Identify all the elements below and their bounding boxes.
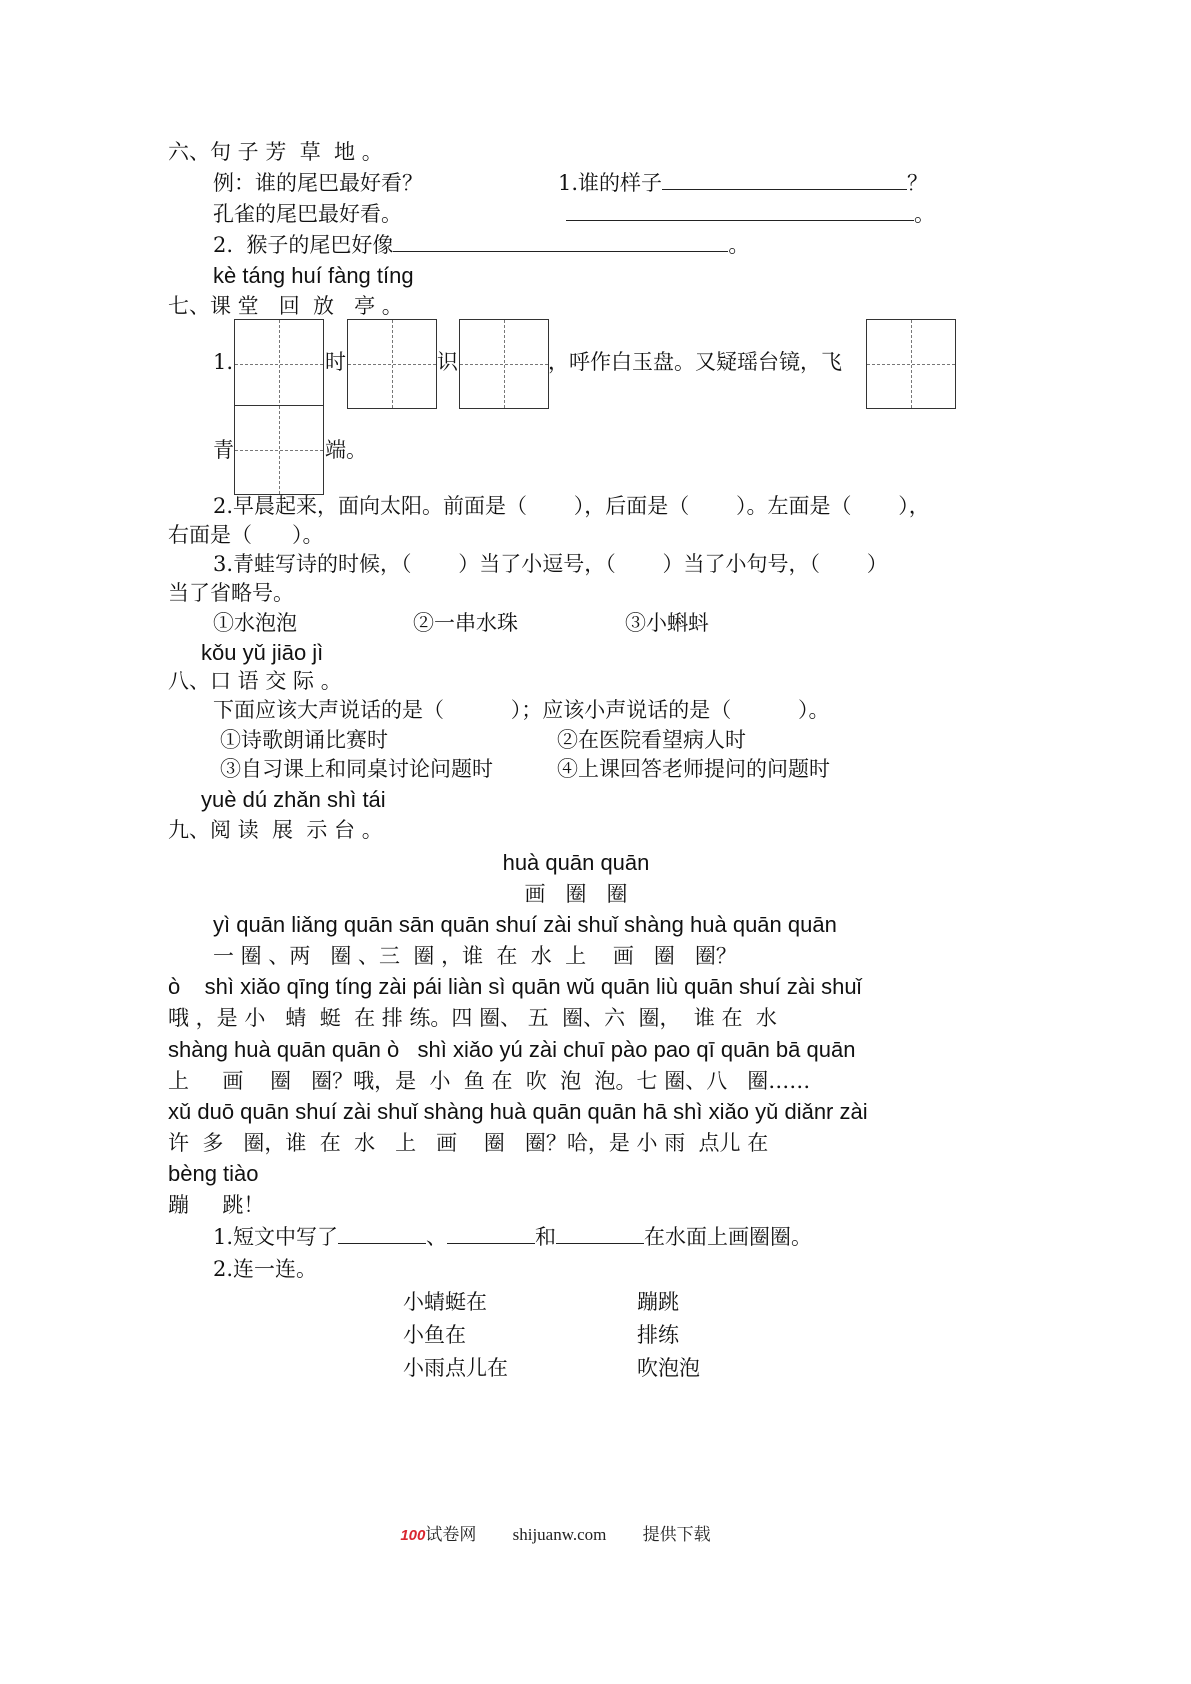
section6-title: 六、句 子 芳 草 地 。 bbox=[168, 140, 383, 164]
section6-example-answer: 孔雀的尾巴最好看。 bbox=[213, 202, 402, 226]
q1-answer-blank-2[interactable] bbox=[566, 200, 914, 221]
section8-option-1: ①诗歌朗诵比赛时 bbox=[220, 728, 388, 752]
section7-title: 七、课 堂 回 放 亭 。 bbox=[168, 294, 403, 318]
tianzige-box-3[interactable] bbox=[459, 319, 549, 409]
story-title-pinyin: huà quān quān bbox=[502, 850, 650, 875]
section7-option-2: ②一串水珠 bbox=[413, 611, 518, 635]
story-text-line-5: 蹦 跳！ bbox=[168, 1193, 265, 1217]
section8-pinyin: kǒu yǔ jiāo jì bbox=[201, 640, 324, 665]
section8-option-3: ③自习课上和同桌讨论问题时 bbox=[220, 757, 493, 781]
q1-line2-suffix: 。 bbox=[914, 202, 935, 226]
q1-answer-blank[interactable] bbox=[662, 169, 907, 190]
q1-suffix: 在水面上画圈圈。 bbox=[644, 1225, 813, 1249]
story-pinyin-line-5: bèng tiào bbox=[168, 1161, 259, 1186]
section9-q1 bbox=[213, 1223, 812, 1251]
tianzige-box-5[interactable] bbox=[234, 405, 324, 495]
match-right-1[interactable]: 蹦跳 bbox=[637, 1290, 679, 1314]
story-text-line-1: 一 圈 、两 圈 、三 圈 ，谁 在 水 上 画 圈 圈？ bbox=[213, 944, 737, 968]
poem-text-1: 时 bbox=[325, 350, 346, 374]
story-text-line-3: 上 画 圈 圈？哦，是 小 鱼 在 吹 泡 泡。七 圈、八 圈…… bbox=[168, 1069, 811, 1093]
match-right-3[interactable]: 吹泡泡 bbox=[637, 1356, 700, 1380]
footer-site-name: 试卷网 bbox=[425, 1525, 477, 1544]
section9-title: 九、阅 读 展 示 台 。 bbox=[168, 818, 383, 842]
story-pinyin-line-3: shàng huà quān quān ò shì xiǎo yú zài chuī pào pao qī quān bā quān bbox=[168, 1037, 856, 1062]
footer bbox=[0, 1520, 1151, 1545]
match-left-1[interactable]: 小蜻蜓在 bbox=[403, 1290, 487, 1314]
section7-q2-line2: 右面是（ ）。 bbox=[168, 523, 324, 547]
story-title: 画 圈 圈 bbox=[524, 882, 628, 906]
section7-q3-line2: 当了省略号。 bbox=[168, 581, 294, 605]
section8-option-2: ②在医院看望病人时 bbox=[557, 728, 746, 752]
section7-option-3: ③小蝌蚪 bbox=[625, 611, 709, 635]
q1-sep1: 、 bbox=[426, 1225, 448, 1249]
section8-title: 八、口 语 交 际 。 bbox=[168, 669, 342, 693]
poem-q1-number: 1. bbox=[213, 350, 234, 374]
answer-blank-1[interactable] bbox=[338, 1223, 426, 1244]
footer-note: 提供下载 bbox=[642, 1525, 711, 1544]
section6-q1-line2 bbox=[566, 200, 935, 228]
section6-q2 bbox=[213, 231, 749, 259]
story-text-line-2: 哦 ，是 小 蜻 蜓 在 排 练。四 圈、 五 圈、六 圈， 谁 在 水 bbox=[168, 1006, 777, 1030]
section9-pinyin: yuè dú zhǎn shì tái bbox=[201, 787, 386, 812]
q1-prefix: 1.短文中写了 bbox=[213, 1225, 339, 1249]
section9-q2: 2.连一连。 bbox=[213, 1257, 318, 1281]
poem-text-5: 端。 bbox=[325, 438, 367, 462]
section6-q1 bbox=[558, 169, 928, 197]
section7-pinyin: kè táng huí fàng tíng bbox=[213, 263, 414, 288]
tianzige-box-4[interactable] bbox=[866, 319, 956, 409]
poem-text-4: 青 bbox=[213, 438, 234, 462]
match-right-2[interactable]: 排练 bbox=[637, 1323, 679, 1347]
q2-prefix: 2. 猴子的尾巴好像 bbox=[213, 233, 394, 257]
story-pinyin-line-2: ò shì xiǎo qīng tíng zài pái liàn sì quān wǔ quān liù quān shuí zài shuǐ bbox=[168, 974, 862, 999]
answer-blank-2[interactable] bbox=[447, 1223, 535, 1244]
section7-q3-line1: 3.青蛙写诗的时候，（ ）当了小逗号，（ ）当了小句号，（ ） bbox=[213, 552, 888, 576]
poem-text-2: 识 bbox=[437, 350, 458, 374]
logo-100-icon: 100 bbox=[400, 1527, 426, 1544]
q1-suffix: ？ bbox=[907, 171, 929, 195]
match-left-2[interactable]: 小鱼在 bbox=[403, 1323, 466, 1347]
footer-url[interactable]: shijuanw.com bbox=[512, 1525, 607, 1544]
poem-text-3: ，呼作白玉盘。又疑瑶台镜，飞 bbox=[548, 350, 842, 374]
section8-question: 下面应该大声说话的是（ ）；应该小声说话的是（ ）。 bbox=[213, 698, 830, 722]
q1-sep2: 和 bbox=[535, 1225, 557, 1249]
section7-option-1: ①水泡泡 bbox=[213, 611, 297, 635]
story-text-line-4: 许 多 圈，谁 在 水 上 画 圈 圈？哈，是 小 雨 点儿 在 bbox=[168, 1131, 769, 1155]
q2-answer-blank[interactable] bbox=[393, 231, 728, 252]
story-pinyin-line-1: yì quān liǎng quān sān quān shuí zài shuǐ shàng huà quān quān bbox=[213, 912, 837, 937]
footer-logo bbox=[400, 1525, 476, 1544]
answer-blank-3[interactable] bbox=[556, 1223, 644, 1244]
q1-prefix: 1.谁的样子 bbox=[558, 171, 663, 195]
section8-option-4: ④上课回答老师提问的问题时 bbox=[557, 757, 830, 781]
section7-q2-line1: 2.早晨起来，面向太阳。前面是（ ），后面是（ ）。左面是（ ）， bbox=[213, 494, 930, 518]
match-left-3[interactable]: 小雨点儿在 bbox=[403, 1356, 508, 1380]
story-pinyin-line-4: xǔ duō quān shuí zài shuǐ shàng huà quān quān hā shì xiǎo yǔ diǎnr zài bbox=[168, 1099, 868, 1124]
tianzige-box-2[interactable] bbox=[347, 319, 437, 409]
section6-example-question: 例：谁的尾巴最好看？ bbox=[213, 171, 423, 195]
tianzige-box-1[interactable] bbox=[234, 319, 324, 409]
q2-suffix: 。 bbox=[728, 233, 750, 257]
